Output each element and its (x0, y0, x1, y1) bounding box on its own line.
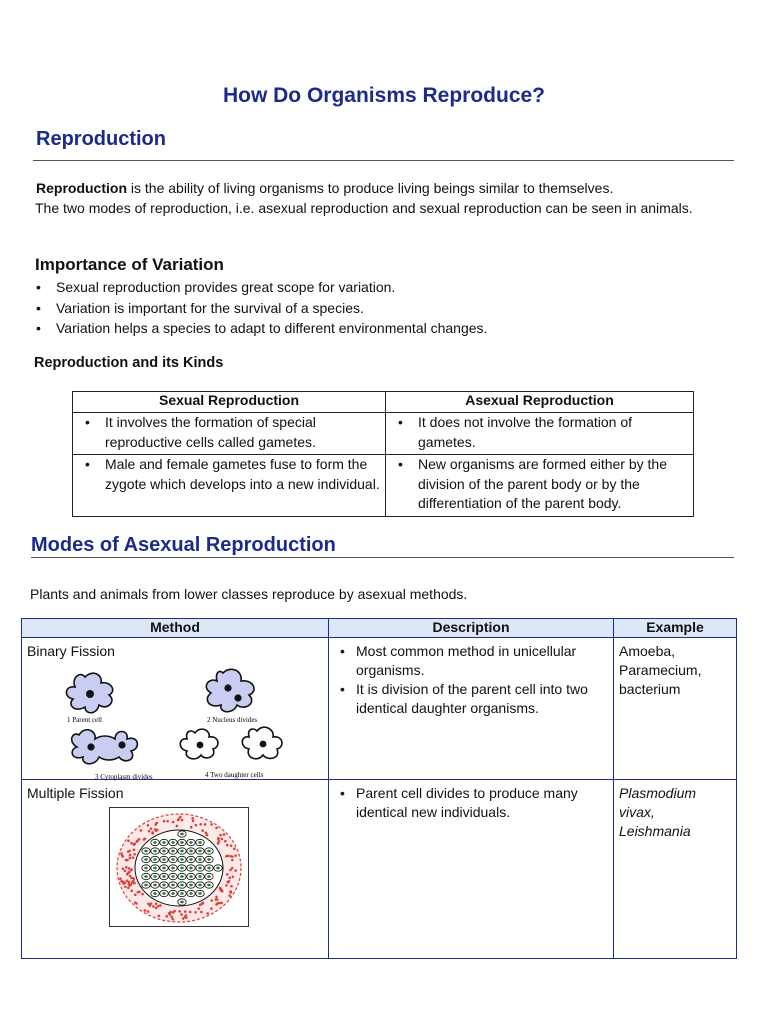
cyst-dot (133, 849, 136, 852)
example-item: bacterium (619, 681, 681, 697)
kinds-table (72, 391, 694, 517)
spore-nucleus (189, 858, 193, 861)
cyst-dot (217, 842, 220, 845)
cyst-dot (155, 902, 158, 905)
cyst-dot (169, 911, 172, 914)
cyst-dot (199, 823, 202, 826)
spore-nucleus (207, 875, 211, 878)
spore-nucleus (162, 884, 166, 887)
col-example-header: Example (614, 619, 737, 638)
cyst-dot (133, 882, 136, 885)
cyst-dot (210, 907, 213, 910)
cyst-dot (215, 827, 218, 830)
cyst-dot (226, 873, 229, 876)
cyst-dot (130, 883, 133, 886)
list-item: • Variation helps a species to adapt to different environmental changes. (34, 318, 724, 339)
cyst-dot (227, 881, 230, 884)
spore-nucleus (153, 884, 157, 887)
section-divider (33, 160, 734, 161)
spore-nucleus (207, 884, 211, 887)
nucleus (118, 741, 125, 748)
cyst-dot (140, 829, 143, 832)
spore-nucleus (180, 850, 184, 853)
variation-list (34, 277, 724, 339)
list-item: • It is division of the parent cell into two identical daughter organisms. (334, 680, 608, 718)
cyst-dot (169, 913, 172, 916)
spore-nucleus (189, 892, 193, 895)
cyst-dot (147, 824, 150, 827)
figure-label: 2 Nucleus divides (207, 716, 258, 724)
cyst-dot (119, 877, 122, 880)
cyst-dot (223, 833, 226, 836)
description-list (334, 642, 608, 718)
nucleus (86, 690, 94, 698)
spore-nucleus (180, 841, 184, 844)
cyst-dot (133, 843, 136, 846)
cyst-dot (163, 820, 166, 823)
spore-nucleus (171, 867, 175, 870)
cell-text: • It involves the formation of special reproductive cells called gametes. (81, 413, 381, 452)
cyst-dot (132, 856, 135, 859)
cyst-dot (156, 822, 159, 825)
asexual-intro: Plants and animals from lower classes reproduce by asexual methods. (30, 586, 468, 602)
spore-nucleus (216, 867, 220, 870)
cyst-dot (133, 853, 136, 856)
cell-text: • Male and female gametes fuse to form the zygote which develops into a new individual. (81, 455, 381, 494)
spore-nucleus (153, 858, 157, 861)
cyst-dot (127, 850, 130, 853)
example-cell (614, 780, 737, 959)
cyst-dot (125, 866, 128, 869)
cyst-dot (137, 891, 140, 894)
spore-nucleus (198, 850, 202, 853)
cyst-dot (150, 902, 153, 905)
col-method-header: Method (22, 619, 329, 638)
spore-nucleus (171, 892, 175, 895)
spore-nucleus (153, 867, 157, 870)
cyst-dot (189, 911, 192, 914)
cyst-dot (165, 915, 168, 918)
list-item: • Variation is important for the survival of a species. (34, 298, 724, 319)
cyst-dot (132, 879, 135, 882)
spore-nucleus (171, 850, 175, 853)
spore-nucleus (144, 884, 148, 887)
cyst-dot (231, 855, 234, 858)
table-row (22, 780, 737, 959)
cyst-dot (156, 829, 159, 832)
cyst-dot (230, 885, 233, 888)
cyst-dot (220, 902, 223, 905)
section-divider (31, 557, 734, 558)
table-header-row (73, 392, 694, 413)
cyst-dot (178, 910, 181, 913)
cyst-dot (130, 889, 133, 892)
cyst-dot (135, 840, 138, 843)
cyst-dot (206, 912, 209, 915)
cyst-dot (127, 887, 130, 890)
cyst-dot (122, 882, 125, 885)
table-cell (73, 413, 386, 455)
cyst-dot (172, 911, 175, 914)
spore-nucleus (189, 841, 193, 844)
cyst-dot (230, 844, 233, 847)
cyst-dot (132, 877, 135, 880)
spore-nucleus (180, 892, 184, 895)
page-title: How Do Organisms Reproduce? (222, 84, 546, 107)
cyst-dot (126, 879, 129, 882)
figure-label: 4 Two daughter cells (205, 771, 264, 779)
reproduction-modes-text: The two modes of reproduction, i.e. asexual reproduction and sexual reproduction can be seen in animals. (35, 200, 693, 216)
cell-text: • New organisms are formed either by the division of the parent body or by the differentiation of the parent body. (394, 455, 689, 514)
cyst-dot (192, 820, 195, 823)
cyst-dot (228, 894, 231, 897)
spore-nucleus (153, 841, 157, 844)
cyst-dot (148, 830, 151, 833)
nucleus (224, 684, 231, 691)
cyst-dot (220, 838, 223, 841)
cyst-dot (201, 829, 204, 832)
nucleus (234, 694, 241, 701)
spore-nucleus (180, 901, 184, 904)
cyst-dot (210, 899, 213, 902)
cyst-dot (127, 840, 130, 843)
reproduction-definition (36, 178, 736, 198)
cyst-dot (216, 903, 219, 906)
example-item: Plasmodium (619, 785, 697, 801)
table-cell (386, 455, 694, 517)
cyst-dot (185, 914, 188, 917)
cyst-dot (227, 854, 230, 857)
spore-nucleus (144, 875, 148, 878)
reproduction-definition-text: is the ability of living organisms to produce living beings similar to themselves. (127, 180, 614, 196)
description-cell (329, 780, 614, 959)
cyst-dot (147, 910, 150, 913)
cyst-dot (191, 817, 194, 820)
col-description-header: Description (329, 619, 614, 638)
spore-nucleus (198, 867, 202, 870)
spore-nucleus (153, 850, 157, 853)
cyst-dot (195, 824, 198, 827)
cyst-dot (134, 893, 137, 896)
cyst-dot (130, 877, 133, 880)
multiple-fission-figure (109, 807, 249, 927)
cyst-dot (135, 902, 138, 905)
table-row (22, 638, 737, 780)
cyst-dot (172, 821, 175, 824)
spore-nucleus (153, 875, 157, 878)
spore-nucleus (162, 850, 166, 853)
spore-nucleus (162, 858, 166, 861)
spore-nucleus (171, 858, 175, 861)
kinds-heading: Reproduction and its Kinds (34, 355, 224, 371)
cyst-dot (159, 904, 162, 907)
cyst-dot (152, 905, 155, 908)
cyst-dot (166, 820, 169, 823)
cyst-dot (130, 869, 133, 872)
cyst-dot (233, 847, 236, 850)
figure-label: 1 Parent cell (67, 716, 102, 724)
cyst-dot (226, 844, 229, 847)
cyst-dot (179, 816, 182, 819)
variation-heading: Importance of Variation (35, 255, 224, 274)
spore-nucleus (207, 850, 211, 853)
cell-text: • It does not involve the formation of gametes. (394, 413, 689, 452)
cyst-dot (128, 867, 131, 870)
table-header-row (22, 619, 737, 638)
spore-nucleus (144, 850, 148, 853)
spore-nucleus (198, 875, 202, 878)
spore-nucleus (189, 850, 193, 853)
spore-nucleus (198, 884, 202, 887)
cyst-dot (201, 902, 204, 905)
cyst-dot (129, 857, 132, 860)
nucleus (197, 742, 204, 749)
cyst-dot (231, 875, 234, 878)
cyst-dot (205, 832, 208, 835)
binary-fission-figure (27, 661, 317, 781)
table-cell (386, 413, 694, 455)
cytoplasm-dividing-amoeba (72, 730, 138, 764)
method-name: Multiple Fission (27, 785, 124, 801)
method-cell (22, 780, 329, 959)
list-item: • Parent cell divides to produce many identical new individuals. (334, 784, 608, 822)
method-name: Binary Fission (27, 643, 115, 659)
cyst-dot (231, 859, 234, 862)
cyst-dot (120, 880, 123, 883)
spore-nucleus (144, 858, 148, 861)
spore-nucleus (180, 858, 184, 861)
cyst-dot (184, 910, 187, 913)
cyst-dot (197, 907, 200, 910)
cyst-dot (210, 823, 213, 826)
spore-nucleus (162, 841, 166, 844)
example-item: Amoeba, (619, 643, 676, 659)
cyst-dot (130, 842, 133, 845)
spore-nucleus (207, 858, 211, 861)
cyst-dot (206, 834, 209, 837)
cyst-dot (171, 918, 174, 921)
cyst-dot (225, 884, 228, 887)
example-item: Leishmania (619, 823, 691, 839)
spore-nucleus (180, 833, 184, 836)
spore-nucleus (207, 867, 211, 870)
spore-nucleus (162, 875, 166, 878)
spore-nucleus (180, 884, 184, 887)
table-cell (73, 455, 386, 517)
cyst-dot (176, 825, 179, 828)
cyst-dot (143, 838, 146, 841)
cyst-dot (138, 838, 141, 841)
spore-nucleus (198, 841, 202, 844)
cyst-dot (234, 854, 237, 857)
cyst-dot (229, 869, 232, 872)
spore-nucleus (171, 884, 175, 887)
asexual-heading: Modes of Asexual Reproduction (31, 534, 336, 556)
cyst-illustration (110, 808, 248, 926)
cyst-dot (200, 911, 203, 914)
cyst-dot (150, 827, 153, 830)
spore-nucleus (171, 841, 175, 844)
cyst-dot (124, 886, 127, 889)
cyst-dot (151, 831, 154, 834)
cyst-dot (181, 819, 184, 822)
col-sexual-header: Sexual Reproduction (73, 392, 386, 413)
nucleus (260, 741, 267, 748)
cyst-dot (221, 890, 224, 893)
cyst-dot (170, 916, 173, 919)
cyst-dot (219, 834, 222, 837)
spore-nucleus (198, 858, 202, 861)
example-cell (614, 638, 737, 780)
table-row (73, 455, 694, 517)
spore-nucleus (180, 867, 184, 870)
list-item: • Sexual reproduction provides great scope for variation. (34, 277, 724, 298)
description-list (334, 784, 608, 822)
cyst-dot (231, 867, 234, 870)
cyst-dot (125, 859, 128, 862)
cyst-dot (190, 826, 193, 829)
cyst-dot (228, 877, 231, 880)
spore-nucleus (153, 892, 157, 895)
cyst-dot (127, 871, 130, 874)
reproduction-term: Reproduction (36, 180, 127, 196)
cyst-dot (180, 913, 183, 916)
cyst-dot (124, 870, 127, 873)
spore-nucleus (189, 867, 193, 870)
spore-nucleus (162, 892, 166, 895)
list-item: • Most common method in unicellular organisms. (334, 642, 608, 680)
cyst-dot (122, 867, 125, 870)
cyst-dot (204, 823, 207, 826)
cyst-dot (215, 898, 218, 901)
cyst-dot (229, 890, 232, 893)
spore-nucleus (198, 892, 202, 895)
cyst-dot (120, 852, 123, 855)
cyst-dot (129, 854, 132, 857)
spore-nucleus (144, 867, 148, 870)
description-cell (329, 638, 614, 780)
col-asexual-header: Asexual Reproduction (386, 392, 694, 413)
method-cell (22, 638, 329, 780)
cyst-dot (215, 895, 218, 898)
cyst-dot (158, 915, 161, 918)
spore-nucleus (189, 875, 193, 878)
spore-nucleus (162, 867, 166, 870)
nucleus (87, 743, 94, 750)
spore-nucleus (180, 875, 184, 878)
cyst-dot (224, 840, 227, 843)
cyst-dot (141, 893, 144, 896)
cyst-dot (182, 917, 185, 920)
example-item: Paramecium, (619, 662, 702, 678)
example-item: vivax, (619, 804, 655, 820)
reproduction-heading: Reproduction (36, 128, 166, 150)
cyst-dot (144, 909, 147, 912)
figure-label: 3 Cytoplasm divides (95, 773, 153, 781)
cyst-dot (217, 838, 220, 841)
cyst-dot (234, 869, 237, 872)
table-row (73, 413, 694, 455)
cyst-dot (157, 905, 160, 908)
spore-nucleus (171, 875, 175, 878)
spore-nucleus (189, 884, 193, 887)
cyst-dot (194, 911, 197, 914)
asexual-methods-table (21, 618, 737, 959)
